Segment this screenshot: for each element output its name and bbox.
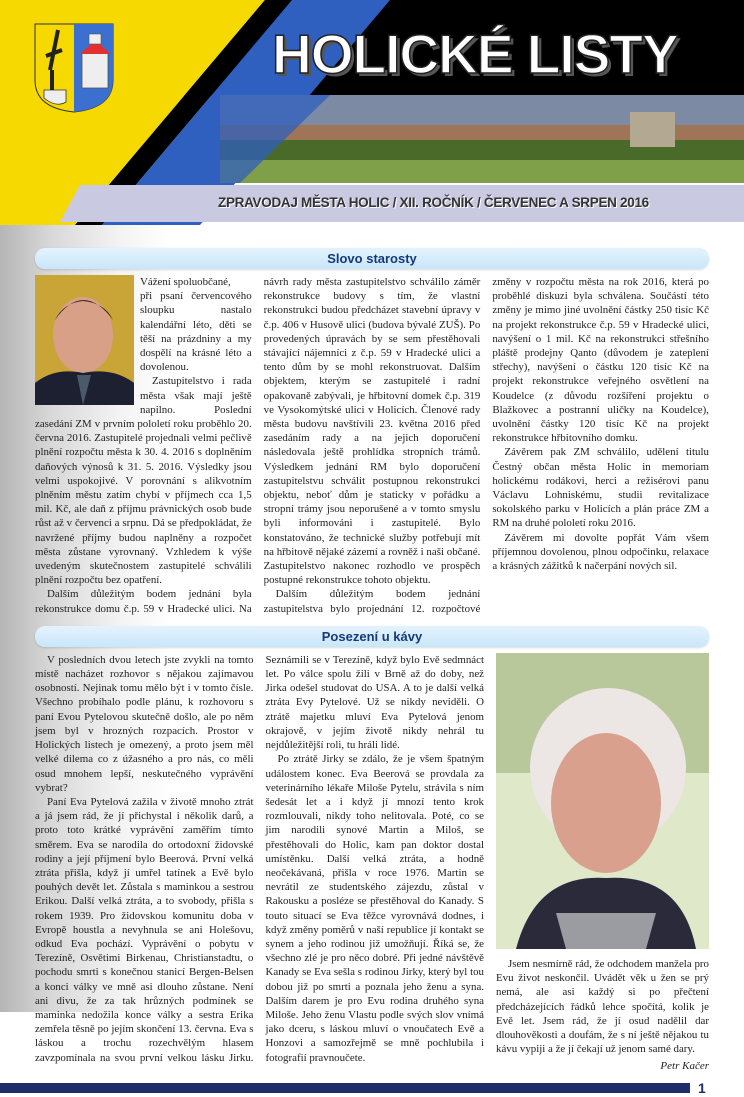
footer-bar [0, 1083, 690, 1093]
masthead-subtitle: ZPRAVODAJ MĚSTA HOLIC / XII. ROČNÍK / ČERVENEC A SRPEN 2016 [218, 195, 649, 210]
paragraph: Po ztrátě Jirky se zdálo, že je všem špatným událostem konec. Eva Beerová se provdala za veterinárního lékaře Miloše Pytelu, strávila s ním šedesát let a i když jí mnozí tento krok rozmlouvali, nikdy toho nelitovala. Poté, co se jim narodili synové Martin a Miloš, se přestěhovali do Holic, kam pan doktor dostal umístěnku. Další velká ztráta, a hodně neočekávaná, přišla v roce 1976. Martin se nevrátil ze studentského zájezdu, zůstal v Rakousku a posléze se přestěhoval do Kanady. S touto situací se Eva těžce vyrovnává dodnes, i když změny poměrů v naší republice jí kontakt se synem a jeho rodinou již umožňují. Říká se, že všechno zlé je pro něco dobré. Při jedné návštěvě Kanady se Eva sešla s rodinou Jirky, který byl tou dobou již po smrti a poznala jeho ženu a syna. Dalším darem je pro Evu rodina druhého syna Miloše. Jeho ženu Vlastu podle svých slov vnímá jako dceru, s láskou mluví o vnoučatech Evě a Honzovi a samozřejmě se mně pochlubila i fotografií pravnoučete. [265, 753, 484, 1064]
paragraph: Jsem nesmírně rád, že odchodem manžela pro Evu život neskončil. Uvádět věk u žen se prý nemá, ale asi každý si po přečtení předcházejících řádků lehce spočítá, kolik je Evě let. Jsem rád, že jí osud nadělil dar dlouhověkosti a doufám, že s ní ještě nějakou tu kávu vypiji a že jí čekají už jenom samé dary. [496, 958, 709, 1056]
author-signature: Petr Kačer [660, 1059, 709, 1072]
page-number: 1 [698, 1079, 706, 1096]
article-text-columns [35, 653, 484, 1073]
paragraph: V posledních dvou letech jste zvykli na tomto místě nacházet rozhovor s nějakou zajímavou osobností. Nejinak tomu mělo být i v tomto čísle. Všechno probíhalo podle plánu, k rozhovoru s paní Evou Pytelovou skutečně došlo, ale po něm jsem byl v hrozných rozpacích. Prostor v Holických listech je omezený, a proto jsem měl velké dilema co z úžasného a pro nás, co měli osud mnohem lepší, neskutečného vyprávění vybrat? [35, 653, 254, 794]
eva-pytelova-photo [496, 653, 709, 949]
section-header-slovo-starosty: Slovo starosty [35, 248, 709, 269]
paragraph: Závěrem pak ZM schválilo, udělení titulu Čestný občan města Holic in memoriam holickému rodákovi, herci a režisérovi panu Václavu Lohniskému, studii revitalizace sokolského parku v Holicích a plán práce ZM a RM na druhé pololetí roku 2016. [492, 446, 709, 530]
paragraph: Paní Eva Pytelová zažila v životě mnoho ztrát a já jsem rád, že jí přichystal i několik darů, a proto toto krátké vyprávění zaměřím tímto směrem. Eva se narodila do ortodoxní židovské rodiny a její příjmení bylo Beerová. První velká ztráta přišla, když jí umřel tatínek a Evě bylo pouhých devět let. Zůstala s maminkou a sestrou Erikou. Další velká ztráta, a to svobody, přišla s rokem 1939. Pro židovskou komunitu doba v Evropě houstla a nevyhnula se ani Holešovu, odkud Eva pochází. Vyprávění o pobytu v Terezíně, Osvětimi Birkenau, Christianstadtu, o pochodu smrti s konečnou stanicí Bergen-Belsen a konci války ve mně asi dlouho zůstane. Není ani divu, že za tak hrůzných podmínek se maminka nedožila konce války a sestra Erika zemřela těsně po jejím skončení 13. června. Eva s láskou a trochu rozechvělým hlasem zavzpomínala na svou první velkou lásku Jirku. Seznámili se v Terezíně, když bylo Evě sedmnáct let. Po válce spolu žili v Brně až do doby, než Jirka odešel studovat do USA. A to je další velká ztráta Evy Pytelové. Už se nikdy neviděli. O ztrátě majetku mluví Eva Pytelová jenom okrajově, v jejím životě nikdy nehrál tu nejdůležitější roli, tu hráli lidé. [35, 653, 484, 1064]
article-slovo-starosty [35, 275, 709, 616]
paragraph: Zastupitelstvo i rada města však mají ještě napilno. Poslední zasedání ZM v prvním pololetí roku proběhlo 20. června 2016. Zastupitelé projednali velmi pečlivě plnění rozpočtu města k 30. 4. 2016 s doplněním daňových výnosů k 31. 5. 2016. Výsledky jsou velmi uspokojivé. V porovnání s alikvotním plněním městu zatím chybí v příjmech cca 1,5 mil. Kč, ale daň z příjmu právnických osob bude růst až v červenci a srpnu. Dá se předpokládat, že navržené příjmy budou naplněny a rozpočet města zůstane vyrovnaný. Vzhledem k výše uvedeným skutečnostem zastupitelé schválili plnění rozpočtu bez opatření. [35, 375, 252, 587]
section-header-posezeni-u-kavy: Posezení u kávy [35, 626, 709, 647]
paragraph: Dalším důležitým bodem jednání byla rekonstrukce domu č.p. 59 v Hradecké ulici. Na návrh rady města zastupitelstvo schválilo záměr rekonstrukce budovy s tím, že vlastní rekonstrukci budou předcházet stavební úpravy v č.p. 406 v Husově ulici (budova bývalé ZUŠ). Po provedených úpravách by se sem přestěhovali stávající nájemníci z č.p. 59 v Hradecké ulici a tento dům by se mohl rekonstruovat. Dalším objektem, kterým se zastupitelé i radní opakovaně zabývali, je hřbitovní domek č.p. 319 ve Vysokomýtské ulici v Holicích. Členové rady města budovu navštívili 23. května 2016 před zasedáním rady a na jejich doporučení následovala ještě prohlídka stropních trámů. Výsledkem jednání RM bylo doporučení zastupitelstvu schválit postupnou rekonstrukci objektu, neboť dům je staticky v pořádku a stropní trámy jsou neporušené a v tomto smyslu byli informováni i zastupitelé. Bylo konstatováno, že technické služby potřebují mít na hřbitově nějaké zázemí a rovněž i naši občané. Zastupitelstvo nakonec rozhodlo ve prospěch postupné rekonstrukce tohoto objektu. [35, 276, 481, 615]
paragraph: Závěrem mi dovolte popřát Vám všem příjemnou dovolenou, plnou odpočinku, relaxace a krásných zážitků k načerpání nových sil. [492, 531, 709, 573]
paragraph: při psaní červencového sloupku nastalo kalendářní léto, děti se těší na prázdniny a my dospělí na krásné léto a dovolenou. [140, 290, 252, 374]
article-posezeni-u-kavy [35, 653, 709, 1073]
coat-of-arms-logo [35, 24, 113, 112]
masthead-title: HOLICKÉ LISTY [272, 23, 678, 85]
main-content [35, 248, 709, 1097]
paragraph: Dalším důležitým bodem jednání zastupitelstva bylo projednání 12. rozpočtové změny v rozpočtu města na rok 2016, která po proběhlé diskuzi byla schválena. Součástí této změny je mimo jiné uvolnění částky 250 tisíc Kč na projekt rekonstrukce č.p. 59 v Hradecké ulici, navýšení o 1 mil. Kč na rekonstrukci střešního pláště prodejny Qanto (důvodem je zateplení střechy), navýšení o částku 120 tisíc Kč na projekt rekonstrukce veřejného osvětlení na Koudelce (z důvodu rozšíření projektu o Blažkovec a postranní uličky na Koudelce), uvolnění částky 120 tisíc Kč na projekt rekonstrukce hřbitovního domku. [263, 276, 709, 615]
footer [0, 1079, 709, 1097]
salutation: Vážení spoluobčané, [140, 276, 231, 288]
article-closing [496, 653, 709, 1073]
mayor-photo [35, 275, 134, 405]
